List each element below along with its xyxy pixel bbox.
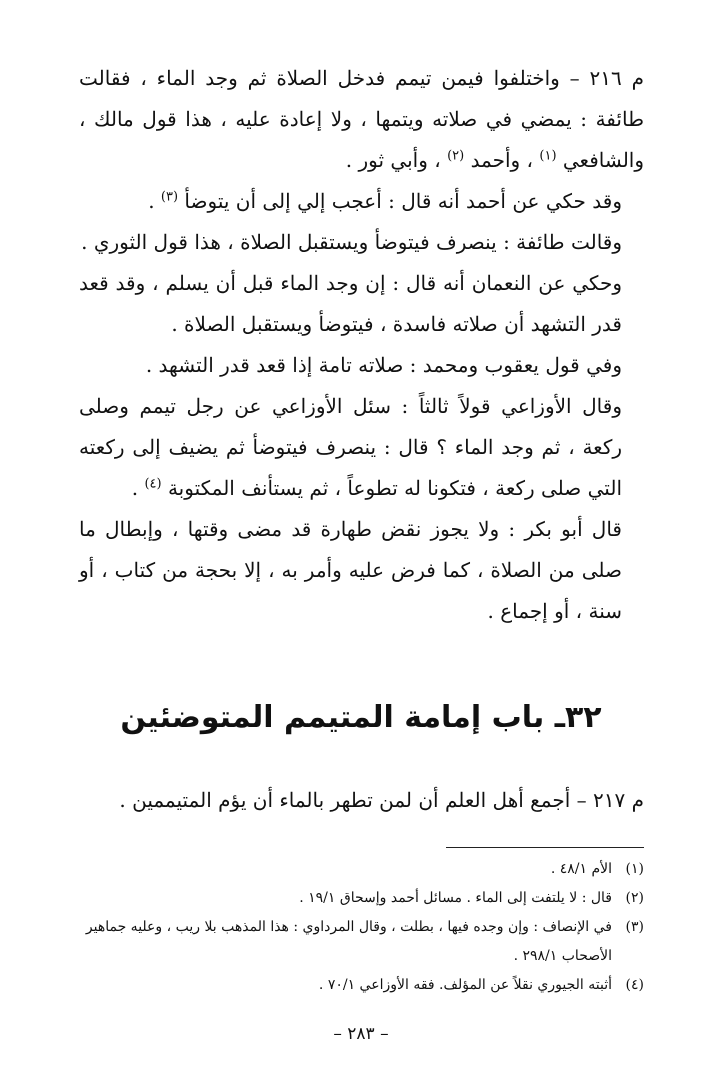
paragraph-text: . — [131, 476, 139, 500]
footnotes — [79, 855, 644, 1000]
chapter-heading: ٣٢ـ باب إمامة المتيمم المتوضئين — [120, 700, 602, 735]
paragraph-216 — [79, 58, 644, 181]
footnote-ref: (١) — [539, 148, 557, 164]
footnote — [79, 855, 644, 884]
paragraph — [79, 181, 644, 222]
paragraph: وقالت طائفة : ينصرف فيتوضأ ويستقبل الصلاة ، هذا قول الثوري . — [81, 230, 622, 254]
paragraph: قال أبو بكر : ولا يجوز نقض طهارة قد مضى وقتها ، وإبطال ما صلى من الصلاة ، كما فرض عليه وأمر به ، إلا بحجة من كتاب ، أو سنة ، أو إجماع . — [79, 517, 622, 623]
paragraph-text: . — [148, 189, 155, 213]
page-number: – ٢٨٣ – — [333, 1024, 389, 1044]
paragraph-text: ، وأحمد — [470, 148, 534, 172]
footnote-divider — [446, 847, 644, 848]
paragraph-text: م ٢١٦ – واختلفوا فيمن تيمم فدخل الصلاة ثم وجد الماء ، فقالت طائفة : يمضي في صلاته ويتمها ، ولا إعادة عليه ، هذا قول مالك ، والشافعي — [79, 66, 644, 172]
paragraph: وفي قول يعقوب ومحمد : صلاته تامة إذا قعد قدر التشهد . — [145, 353, 622, 377]
footnote-number: (١) — [625, 861, 644, 877]
paragraph-text: ، وأبي ثور . — [345, 148, 441, 172]
footnote-number: (٣) — [625, 919, 644, 935]
footnote-text: أثبته الجيوري نقلاً عن المؤلف. فقه الأوزاعي ٧٠/١ . — [318, 977, 612, 993]
footnote-text: قال : لا يلتفت إلى الماء . مسائل أحمد وإسحاق ١٩/١ . — [299, 890, 612, 906]
footnote-ref: (٣) — [160, 189, 179, 205]
footnote-text: في الإنصاف : وإن وجده فيها ، بطلت ، وقال المرداوي : هذا المذهب بلا ريب ، وعليه جماهير الأصحاب ٢٩٨/١ . — [85, 919, 612, 964]
paragraph — [79, 386, 644, 509]
paragraph-text: وقال الأوزاعي قولاً ثالثاً : سئل الأوزاعي عن رجل تيمم وصلى ركعة ، ثم وجد الماء ؟ قال : ينصرف فيتوضأ ثم يضيف إلى ركعته التي صلى ركعة ، فتكونا له تطوعاً ، ثم يستأنف المكتوبة — [79, 394, 622, 500]
footnote-ref: (٢) — [447, 148, 465, 164]
main-text — [79, 58, 644, 632]
footnote — [79, 971, 644, 1000]
footnote-number: (٢) — [625, 890, 644, 906]
footnote — [79, 884, 644, 913]
footnote-text: الأم ٤٨/١ . — [550, 861, 612, 877]
paragraph-217: م ٢١٧ – أجمع أهل العلم أن لمن تطهر بالماء أن يؤم المتيممين . — [119, 788, 644, 812]
footnote-ref: (٤) — [144, 476, 162, 492]
paragraph-text: وقد حكي عن أحمد أنه قال : أعجب إلي إلى أن يتوضأ — [184, 189, 622, 213]
footnote — [79, 913, 644, 971]
footnote-number: (٤) — [625, 977, 644, 993]
paragraph: وحكي عن النعمان أنه قال : إن وجد الماء قبل أن يسلم ، وقد قعد قدر التشهد أن صلاته فاسدة ، فيتوضأ ويستقبل الصلاة . — [79, 271, 622, 336]
